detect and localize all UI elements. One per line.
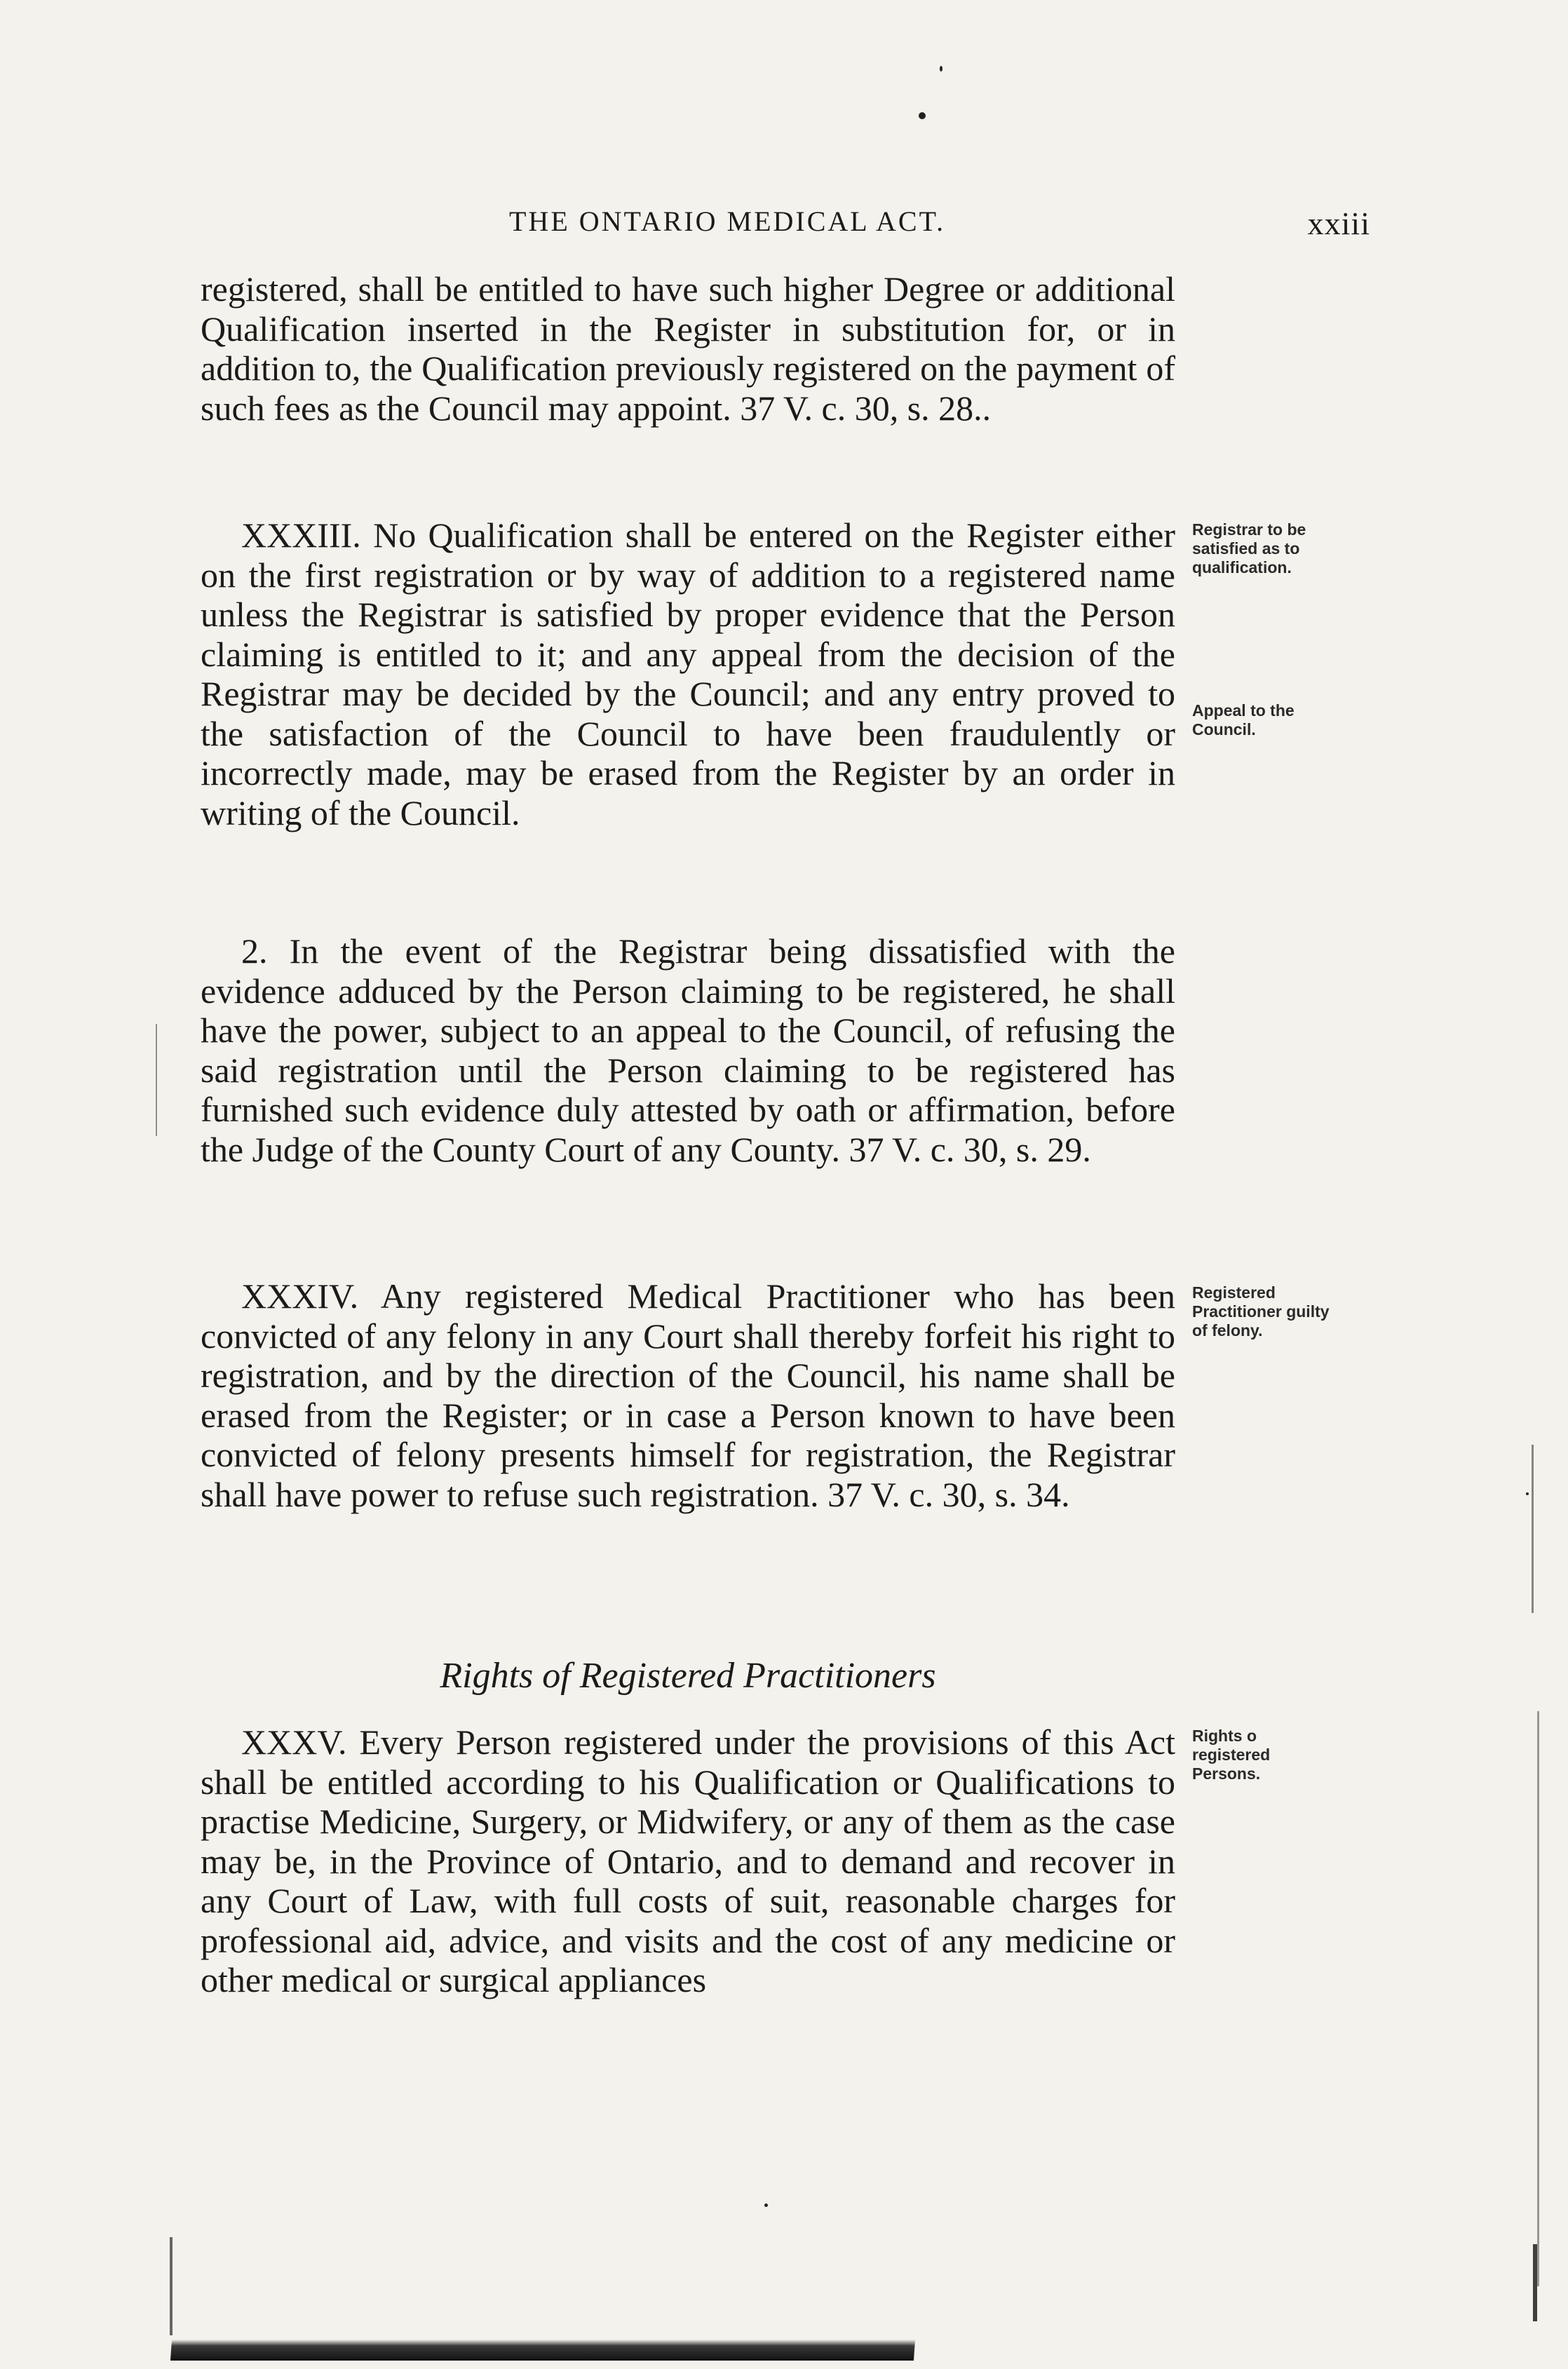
running-title: THE ONTARIO MEDICAL ACT. [509,205,946,237]
margin-note-rights: Rights o registered Persons. [1192,1727,1271,1783]
margin-note-felony: Registered Practitioner guilty of felony. [1192,1283,1330,1339]
page-edge-mark [1537,1711,1539,2286]
paragraph-section-xxxiv: XXXIV. Any registered Medical Practitioner who has been convicted of any felony in any Court shall thereby forfeit his right to registration, and by the direction of the Council, his name shall be erased from the Register; or in case a Person known to have been convicted of felony presents himself for registration, the Registrar shall have power to refuse such registration. 37 V. c. 30, s. 34. [201,1276,1175,1514]
paragraph-continuation: registered, shall be entitled to have such higher Degree or additional Qualification inserted in the Register in substitution for, or in addition to, the Qualification previously registered on the payment of such fees as the Council may appoint. 37 V. c. 30, s. 28.. [201,269,1175,428]
page-number: xxiii [1307,205,1370,241]
running-head [201,205,1370,247]
page-edge-mark [156,1024,157,1136]
page-edge-shadow [170,2340,915,2361]
print-speck [1526,1492,1529,1495]
page-edge-mark [1533,2244,1537,2321]
page-edge-mark [1532,1445,1534,1613]
print-speck [940,66,942,72]
page-edge-mark [170,2237,173,2335]
print-speck [764,2203,768,2207]
margin-note-registrar: Registrar to be satisfied as to qualification. [1192,520,1306,576]
section-heading: Rights of Registered Practitioners [440,1656,936,1696]
print-speck [919,112,926,119]
paragraph-section-xxxiii: XXXIII. No Qualification shall be entered on the Register either on the first registration or by way of addition to a registered name unless the Registrar is satisfied by proper evidence that the Person claiming is entitled to it; and any appeal from the decision of the Registrar may be decided by the Council; and any entry proved to the satisfaction of the Council to have been fraudulently or incorrectly made, may be erased from the Register by an order in writing of the Council. [201,515,1175,832]
paragraph-section-xxxiii-2: 2. In the event of the Registrar being dissatisfied with the evidence adduced by the Person claiming to be registered, he shall have the power, subject to an appeal to the Council, of refusing the said registration until the Person claiming to be registered has furnished such evidence duly attested by oath or affirmation, before the Judge of the County Court of any County. 37 V. c. 30, s. 29. [201,931,1175,1169]
margin-note-appeal: Appeal to the Council. [1192,701,1295,738]
paragraph-section-xxxv: XXXV. Every Person registered under the provisions of this Act shall be entitled according to his Qualification or Qualifications to practise Medicine, Surgery, or Midwifery, or any of them as the case may be, in the Province of Ontario, and to demand and recover in any Court of Law, with full costs of suit, reasonable charges for professional aid, advice, and visits and the cost of any medicine or other medical or surgical appliances [201,1722,1175,1999]
